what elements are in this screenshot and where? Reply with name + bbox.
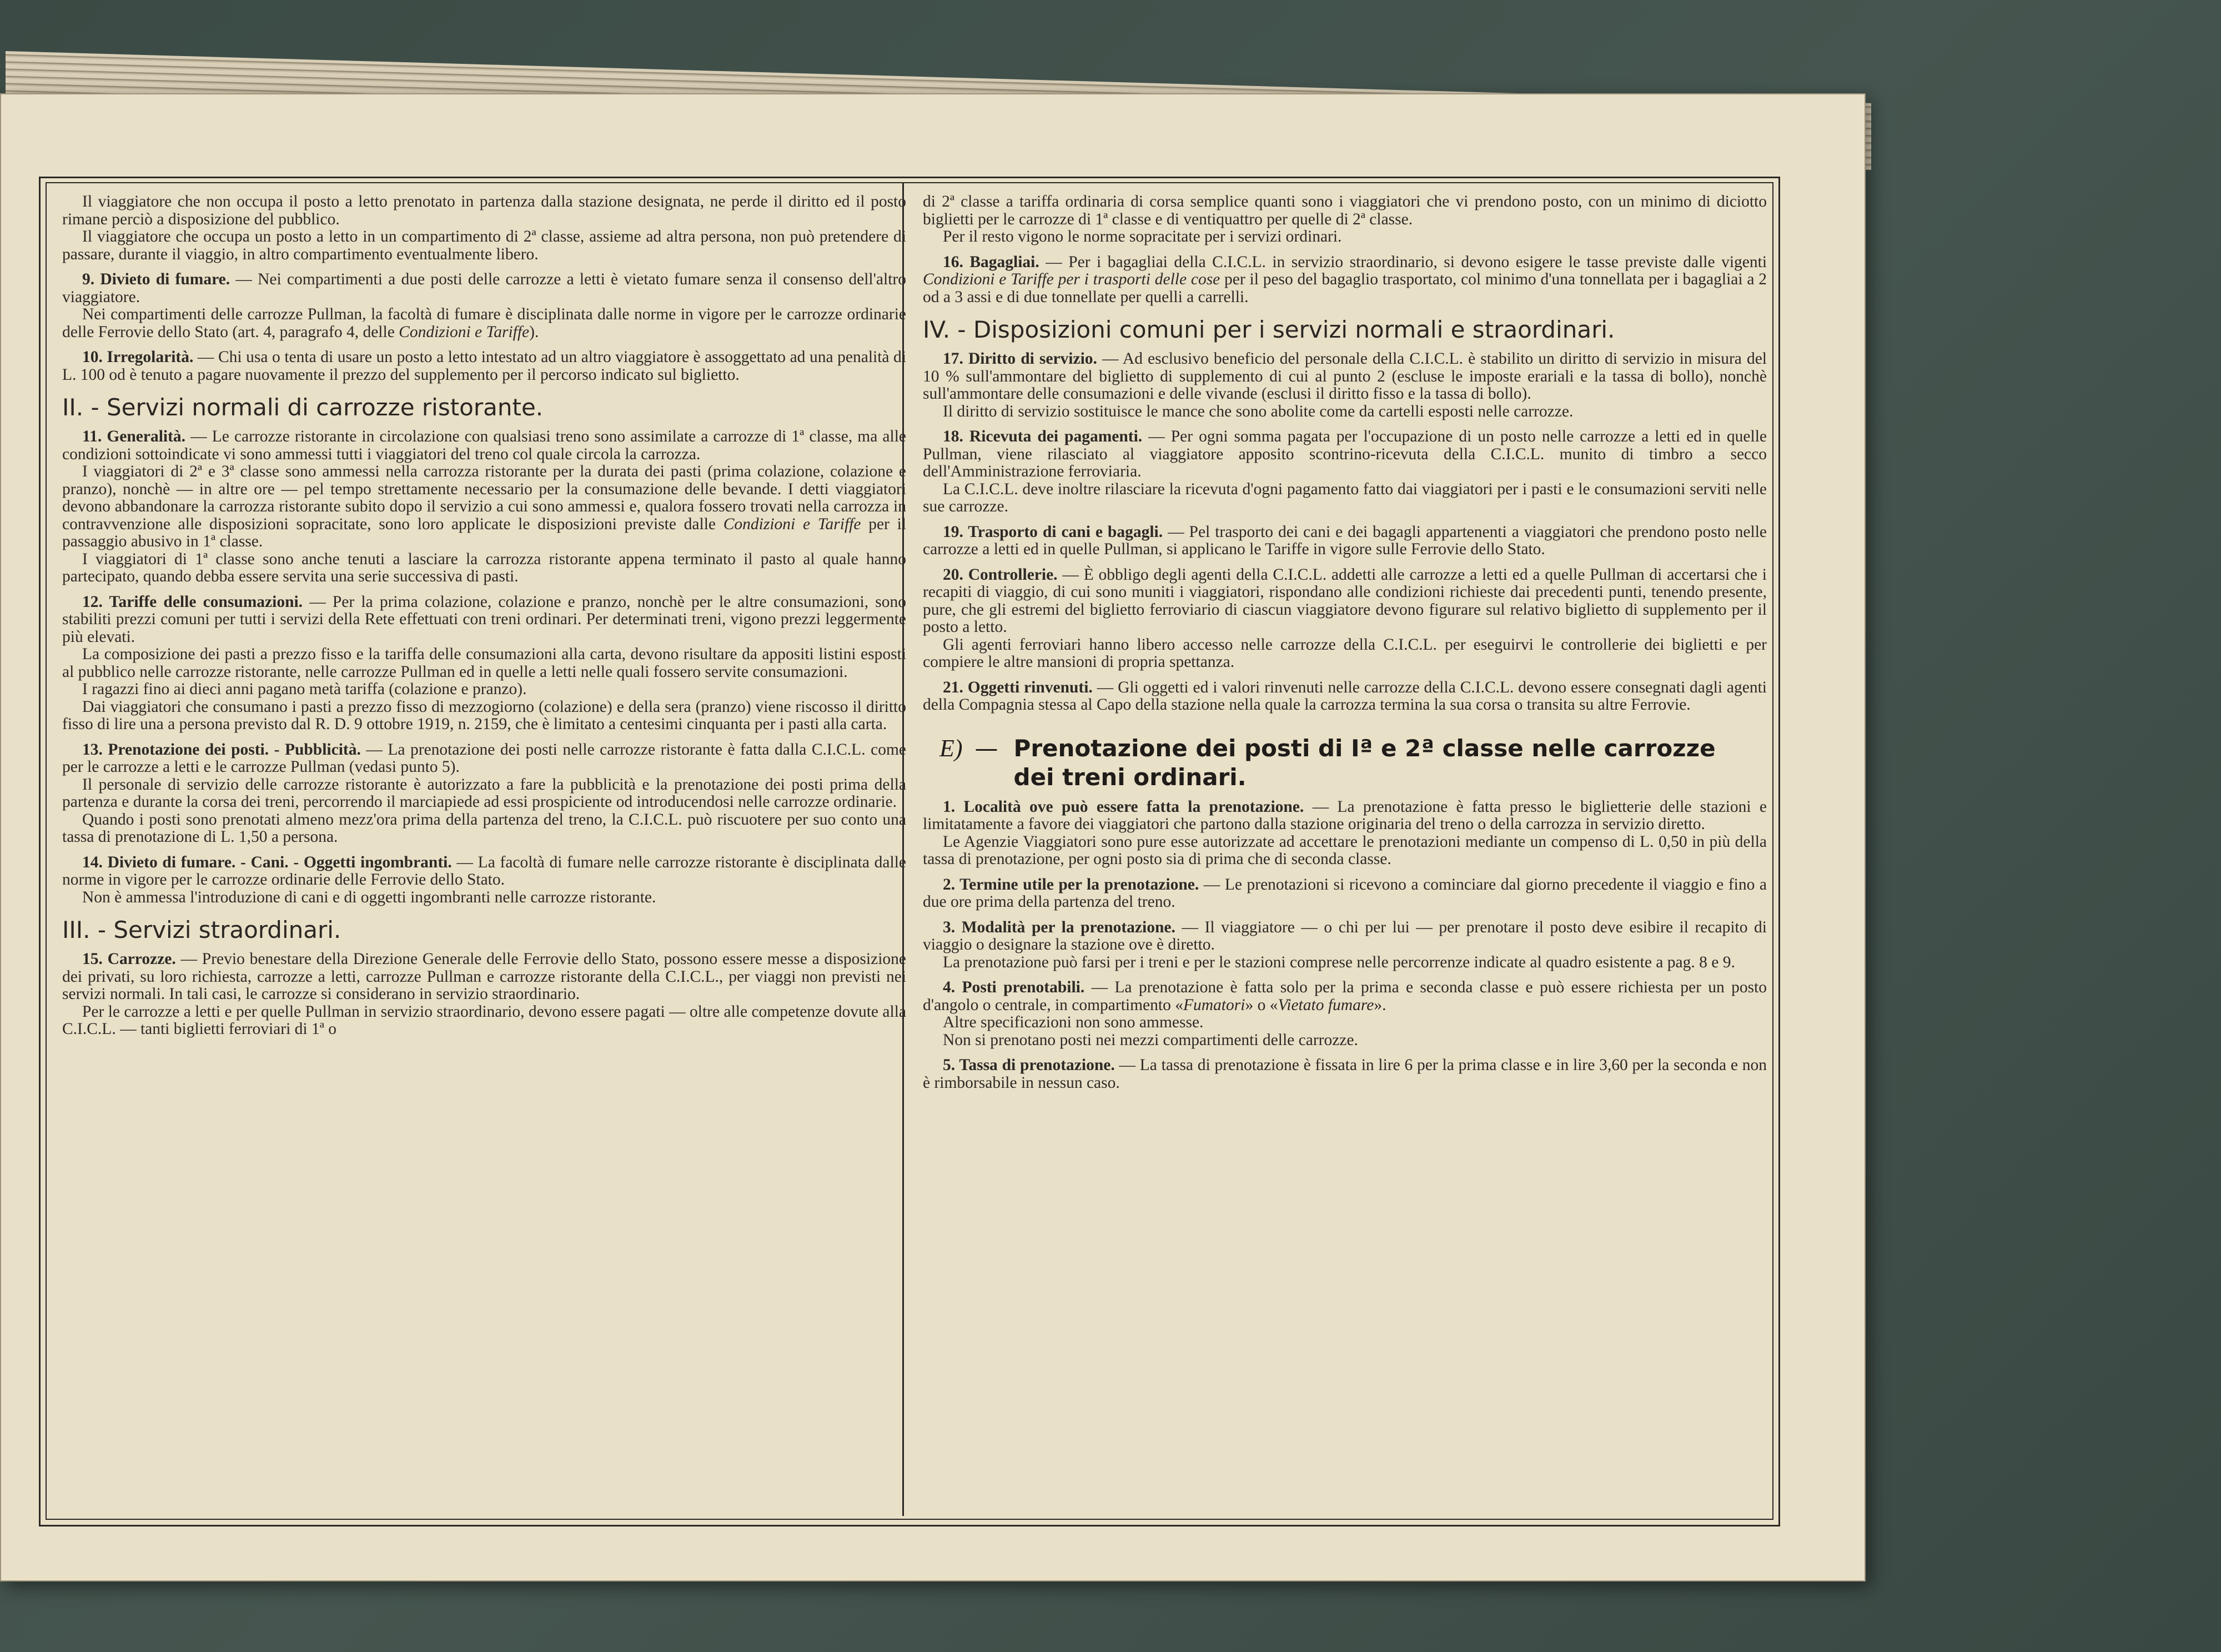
- item-heading: 1. Località ove può essere fatta la prenotazione.: [943, 797, 1304, 816]
- paragraph: I viaggiatori di 2ª e 3ª classe sono ammessi nella carrozza ristorante per la durata dei pasti (prima colazione, colazione e pranzo), nonchè — in altre ore — pel tempo strettamente necessario per la consumazione delle bevande. I detti viaggiatori devono abbandonare la carrozza ristorante subito dopo il servizio a cui sono ammessi e, qualora fossero trovati nella carrozza in contravvenzione alle disposizioni sopracitate, sono loro applicate le disposizioni previste dalle Condizioni e Tariffe per il passaggio abusivo in 1ª classe.: [62, 463, 907, 550]
- item-heading: 18. Ricevuta dei pagamenti.: [943, 428, 1143, 445]
- chapter-title: Prenotazione dei posti di Iª e 2ª classe nelle carrozze dei treni ordinari.: [1013, 734, 1716, 791]
- item-heading: 16. Bagagliai.: [943, 253, 1039, 271]
- paragraph: 5. Tassa di prenotazione. — La tassa di prenotazione è fissata in lire 6 per la prima classe e in lire 3,60 per la seconda e non è rimborsabile in nessun caso.: [923, 1056, 1767, 1092]
- paragraph: Non si prenotano posti nei mezzi compartimenti delle carrozze.: [943, 1031, 1358, 1049]
- paragraph: 20. Controllerie. — È obbligo degli agenti della C.I.C.L. addetti alle carrozze a letti ed a quelle Pullman di accertarsi che i recapiti di viaggio, di cui sono muniti i viaggiatori, rispondano alle condizioni richieste dai precedenti punti, tenendo presente, pure, che gli estremi del biglietto ferroviario di ciascun viaggiatore devono figurare sul relativo biglietto di supplemento per il posto a letto.: [923, 565, 1767, 636]
- item-heading: 19. Trasporto di cani e bagagli.: [943, 523, 1163, 541]
- paragraph: Nei compartimenti delle carrozze Pullman, la facoltà di fumare è disciplinata dalle norme in vigore per le carrozze ordinarie delle Ferrovie dello Stato (art. 4, paragrafo 4, delle Condizioni e Tariffe).: [62, 305, 906, 341]
- item-heading: 12. Tariffe delle consumazioni.: [82, 592, 303, 611]
- paragraph: 21. Oggetti rinvenuti. — Gli oggetti ed i valori rinvenuti nelle carrozze della C.I.C.L. devono essere consegnati dagli agenti della Compagnia stessa al Capo della stazione nella quale la carrozza termina la sua corsa o transita su altre Ferrovie.: [923, 678, 1767, 714]
- paragraph: 12. Tariffe delle consumazioni. — Per la prima colazione, colazione e pranzo, nonchè per le altre consumazioni, sono stabiliti prezzi comuni per tutti i servizi della Rete effettuati con treni ordinari. Per determinati treni, vigono prezzi leggermente più elevati.: [62, 592, 906, 646]
- book-page: [0, 93, 1866, 1581]
- paragraph: La C.I.C.L. deve inoltre rilasciare la ricevuta d'ogni pagamento fatto dai viaggiatori per i pasti e le consumazioni serviti nelle sue carrozze.: [923, 480, 1767, 515]
- section-heading: IV. - Disposizioni comuni per i servizi normali e straordinari.: [923, 316, 1615, 343]
- paragraph: 15. Carrozze. — Previo benestare della Direzione Generale delle Ferrovie dello Stato, possono essere messe a disposizione dei privati, su loro richiesta, carrozze a letti, carrozze Pullman e carrozze ristorante della C.I.C.L., per viaggi non previsti nei servizi normali. In tali casi, le carrozze si considerano in servizio straordinario.: [62, 950, 906, 1003]
- paragraph: 9. Divieto di fumare. — Nei compartimenti a due posti delle carrozze a letti è vietato fumare senza il consenso dell'altro viaggiatore.: [62, 270, 906, 306]
- item-heading: 17. Diritto di servizio.: [943, 350, 1097, 368]
- chapter-heading-e: [939, 734, 1767, 792]
- left-column: [62, 193, 906, 1038]
- item-heading: 9. Divieto di fumare.: [82, 270, 230, 288]
- paragraph: 10. Irregolarità. — Chi usa o tenta di usare un posto a letto intestato ad un altro viaggiatore è assoggettato ad una penalità di L. 100 od è tenuto a pagare nuovamente il prezzo del supplemento per il percorso indicato sul biglietto.: [62, 348, 906, 384]
- paragraph: 14. Divieto di fumare. - Cani. - Oggetti ingombranti. — La facoltà di fumare nelle carrozze ristorante è disciplinata dalle norme in vigore per le carrozze ordinarie delle Ferrovie dello Stato.: [62, 853, 906, 888]
- paragraph: 17. Diritto di servizio. — Ad esclusivo beneficio del personale della C.I.C.L. è stabilito un diritto di servizio in misura del 10 % sull'ammontare del biglietto di supplemento di cui al punto 2 (escluse le imposte erariali e la tassa di bollo), nonchè sull'ammontare delle consumazioni e delle vivande (esclusi il diritto fisso e la tassa di bollo).: [923, 350, 1767, 403]
- paragraph: La prenotazione può farsi per i treni e per le stazioni comprese nelle percorrenze indicate al quadro esistente a pag. 8 e 9.: [943, 953, 1735, 971]
- paragraph: 16. Bagagliai. — Per i bagagliai della C.I.C.L. in servizio straordinario, si devono esigere le tasse previste dalle vigenti Condizioni e Tariffe per i trasporti delle cose per il peso del bagaglio trasportato, col minimo d'una tonnellata per i bagagliai a 2 od a 3 assi e di due tonnellate per quelli a carrelli.: [923, 253, 1767, 306]
- paragraph: Per il resto vigono le norme sopracitate per i servizi ordinari.: [943, 228, 1342, 245]
- chapter-letter: E): [939, 734, 963, 762]
- item-heading: 2. Termine utile per la prenotazione.: [943, 875, 1199, 893]
- paragraph: 19. Trasporto di cani e bagagli. — Pel trasporto dei cani e dei bagagli appartenenti a viaggiatori che prendono posto nelle carrozze a letti ed in quelle Pullman, si applicano le Tariffe in vigore sulle Ferrovie dello Stato.: [923, 523, 1767, 558]
- paragraph: Altre specificazioni non sono ammesse.: [943, 1013, 1204, 1031]
- paragraph: Dai viaggiatori che consumano i pasti a prezzo fisso di mezzogiorno (colazione) e della sera (pranzo) viene riscosso il diritto fisso di lire una a persona previsto dal R. D. 9 ottobre 1919, n. 2159, che è limitato a centesimi cinquanta per i pasti alla carta.: [62, 697, 906, 733]
- paragraph: 11. Generalità. — Le carrozze ristorante in circolazione con qualsiasi treno sono assimilate a carrozze di 1ª classe, ma alle condizioni sottoindicate vi sono ammessi tutti i viaggiatori del treno col quale circola la carrozza.: [62, 428, 906, 463]
- item-heading: 21. Oggetti rinvenuti.: [943, 678, 1093, 696]
- paragraph: Quando i posti sono prenotati almeno mezz'ora prima della partenza del treno, la C.I.C.L. può riscuotere per suo conto una tassa di prenotazione di L. 1,50 a persona.: [62, 810, 906, 846]
- item-heading: 11. Generalità.: [82, 428, 186, 445]
- paragraph: I viaggiatori di 1ª classe sono anche tenuti a lasciare la carrozza ristorante appena terminato il pasto al quale hanno partecipato, quando debba essere servita una serie successiva di pasti.: [62, 550, 906, 585]
- paragraph: Per le carrozze a letti e per quelle Pullman in servizio straordinario, devono essere pagati — oltre alle competenze dovute alla C.I.C.L. — tanti biglietti ferroviari di 1ª o: [62, 1002, 906, 1038]
- paragraph: 4. Posti prenotabili. — La prenotazione è fatta solo per la prima e seconda classe e può essere richiesta per un posto d'angolo o centrale, in compartimento «Fumatori» o «Vietato fumare».: [923, 978, 1767, 1014]
- item-heading: 3. Modalità per la prenotazione.: [943, 918, 1175, 936]
- paragraph: La composizione dei pasti a prezzo fisso e la tariffa delle consumazioni alla carta, devono risultare da appositi listini esposti al pubblico nelle carrozze ristorante, nelle carrozze Pullman ed in quelle a letti nelle quali fossero servite consumazioni.: [62, 645, 906, 681]
- paragraph: Il personale di servizio delle carrozze ristorante è autorizzato a fare la pubblicità e la prenotazione dei posti prima della partenza e durante la corsa dei treni, percorrendo il marciapiede ad essi prospiciente od introducendosi nelle carrozze ordinarie.: [62, 775, 906, 811]
- paragraph: di 2ª classe a tariffa ordinaria di corsa semplice quanti sono i viaggiatori che vi prendono posto, con un minimo di diciotto biglietti per le carrozze di 1ª classe e di ventiquattro per quelle di 2ª classe.: [923, 193, 1767, 228]
- paragraph: 2. Termine utile per la prenotazione. — Le prenotazioni si ricevono a cominciare dal giorno precedente il viaggio e fino a due ore prima della partenza del treno.: [923, 875, 1767, 911]
- item-heading: 4. Posti prenotabili.: [943, 978, 1085, 996]
- section-heading: III. - Servizi straordinari.: [62, 916, 341, 943]
- paragraph: Il diritto di servizio sostituisce le mance che sono abolite come da cartelli esposti nelle carrozze.: [943, 402, 1574, 420]
- paragraph: 3. Modalità per la prenotazione. — Il viaggiatore — o chi per lui — per prenotare il posto deve esibire il recapito di viaggio o designare la stazione ove è diretto.: [923, 918, 1767, 953]
- item-heading: 5. Tassa di prenotazione.: [943, 1056, 1115, 1074]
- paragraph: Il viaggiatore che non occupa il posto a letto prenotato in partenza dalla stazione designata, ne perde il diritto ed il posto rimane perciò a disposizione del pubblico.: [62, 193, 906, 228]
- paragraph: 1. Località ove può essere fatta la prenotazione. — La prenotazione è fatta presso le biglietterie delle stazioni e limitatamente a favore dei viaggiatori che partono dalla stazione originaria del treno o della carrozza in servizio diretto.: [923, 797, 1767, 833]
- paragraph: 18. Ricevuta dei pagamenti. — Per ogni somma pagata per l'occupazione di un posto nelle carrozze a letti ed in quelle Pullman, viene rilasciato al viaggiatore apposito scontrino-ricevuta della C.I.C.L. munito di timbro a secco dell'Amministrazione ferroviaria.: [923, 428, 1767, 480]
- paragraph: Gli agenti ferroviari hanno libero accesso nelle carrozze della C.I.C.L. per eseguirvi le controllerie dei biglietti e per compiere le altre mansioni di propria spettanza.: [923, 635, 1767, 671]
- item-heading: 14. Divieto di fumare. - Cani. - Oggetti ingombranti.: [82, 853, 452, 871]
- item-heading: 10. Irregolarità.: [82, 348, 194, 366]
- section-heading: II. - Servizi normali di carrozze ristorante.: [62, 394, 544, 421]
- paragraph: Non è ammessa l'introduzione di cani e di oggetti ingombranti nelle carrozze ristorante.: [82, 888, 656, 906]
- paragraph: 13. Prenotazione dei posti. - Pubblicità. — La prenotazione dei posti nelle carrozze ristorante è fatta dalla C.I.C.L. come per le carrozze a letti e le carrozze Pullman (vedasi punto 5).: [62, 740, 906, 776]
- item-heading: 20. Controllerie.: [943, 565, 1058, 584]
- paragraph: Il viaggiatore che occupa un posto a letto in un compartimento di 2ª classe, assieme ad altra persona, non può pretendere di passare, durante il viaggio, in altro compartimento eventualmente libero.: [62, 228, 906, 263]
- chapter-dash: —: [974, 734, 998, 762]
- item-heading: 15. Carrozze.: [82, 950, 176, 968]
- paragraph: I ragazzi fino ai dieci anni pagano metà tariffa (colazione e pranzo).: [82, 680, 527, 698]
- item-heading: 13. Prenotazione dei posti. - Pubblicità.: [82, 740, 361, 759]
- right-column: [923, 193, 1767, 1092]
- paragraph: Le Agenzie Viaggiatori sono pure esse autorizzate ad accettare le prenotazioni mediante un compenso di L. 0,50 in più della tassa di prenotazione, per ogni posto sia di prima che di seconda classe.: [923, 832, 1767, 868]
